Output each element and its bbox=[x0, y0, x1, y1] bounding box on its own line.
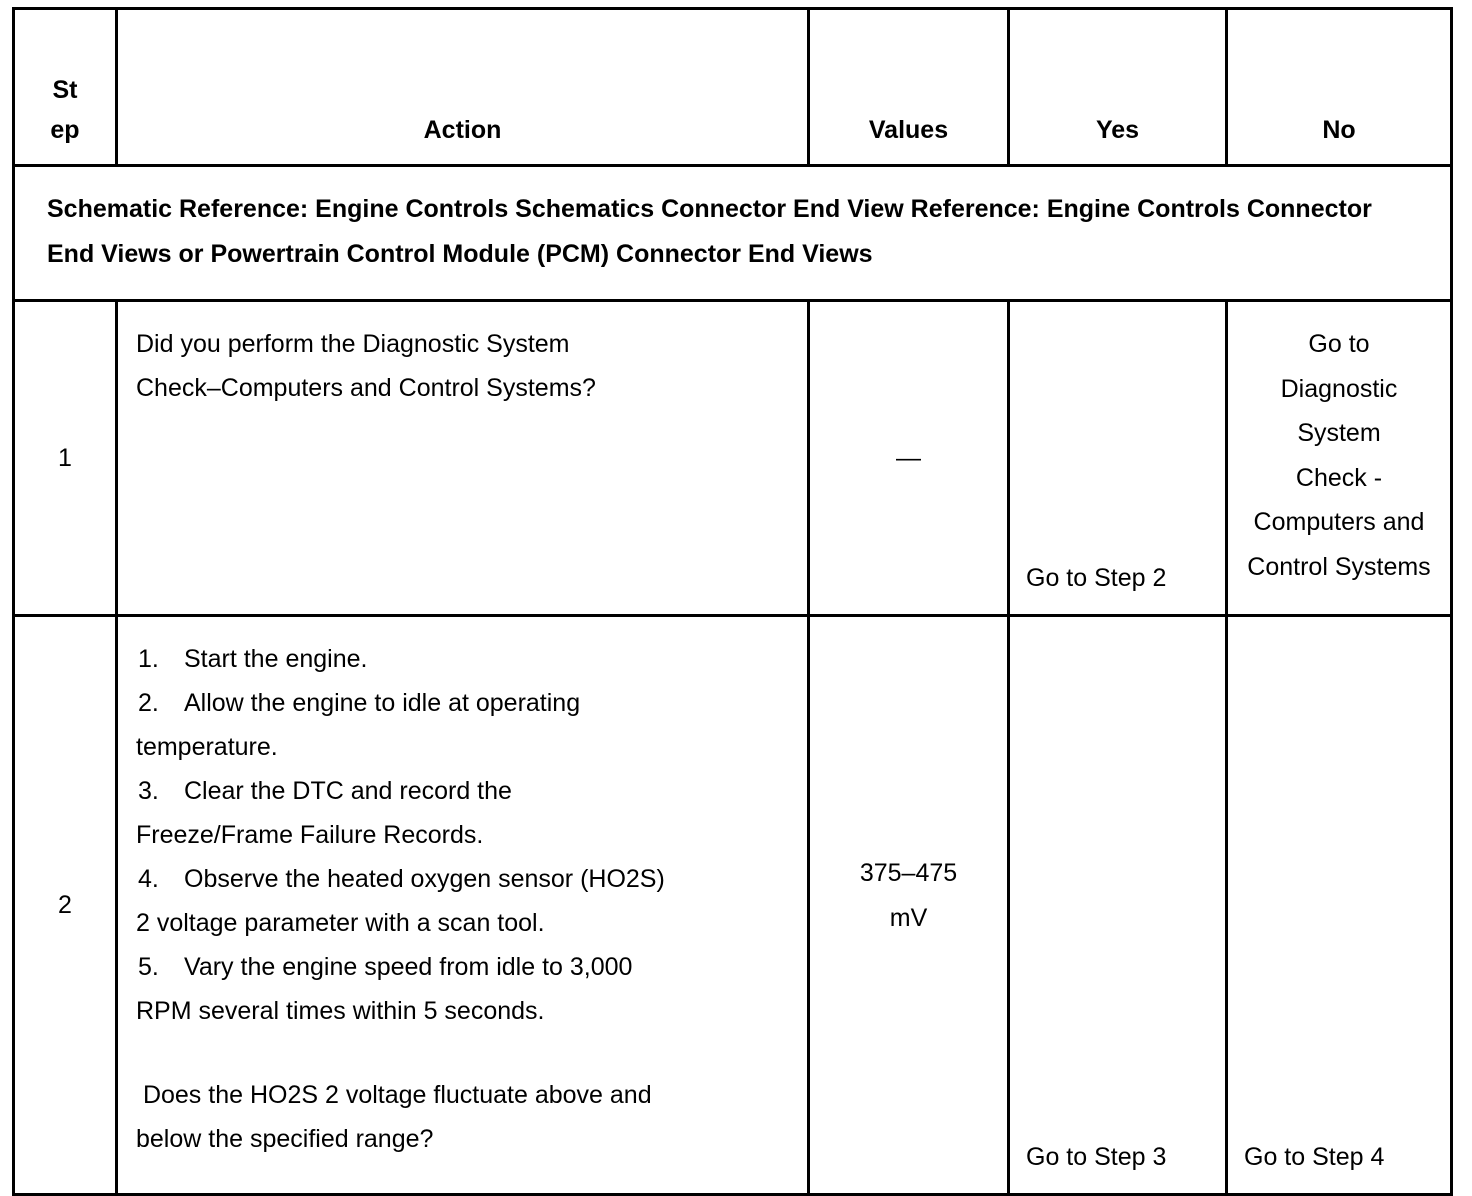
question-line: below the specified range? bbox=[136, 1125, 434, 1153]
header-step-line2: ep bbox=[50, 116, 80, 144]
action-line: Did you perform the Diagnostic System bbox=[136, 330, 570, 358]
list-item: 4. Observe the heated oxygen sensor (HO2S) bbox=[138, 865, 665, 893]
header-yes: Yes bbox=[1009, 9, 1227, 166]
value-line: mV bbox=[889, 904, 928, 932]
table-row-step-1 bbox=[14, 301, 1452, 616]
diagnostic-table bbox=[12, 7, 1453, 1196]
list-item: 1. Start the engine. bbox=[138, 645, 368, 673]
action-line: Check–Computers and Control Systems? bbox=[136, 374, 596, 402]
values-cell bbox=[809, 616, 1009, 1195]
no-line: System bbox=[1297, 419, 1381, 447]
step-number: 1 bbox=[14, 301, 117, 616]
list-item: 5. Vary the engine speed from idle to 3,000 bbox=[138, 953, 633, 981]
header-step bbox=[14, 9, 117, 166]
no-line: Computers and bbox=[1253, 508, 1425, 536]
values-cell: — bbox=[809, 301, 1009, 616]
list-item: 2. Allow the engine to idle at operating bbox=[138, 689, 581, 717]
no-cell bbox=[1227, 301, 1452, 616]
header-row bbox=[14, 9, 1452, 166]
question-line: Does the HO2S 2 voltage fluctuate above and bbox=[136, 1081, 652, 1109]
action-cell bbox=[117, 616, 809, 1195]
yes-cell bbox=[1009, 616, 1227, 1195]
header-action: Action bbox=[117, 9, 809, 166]
list-item-cont: RPM several times within 5 seconds. bbox=[136, 997, 545, 1025]
list-item: 3. Clear the DTC and record the bbox=[138, 777, 512, 805]
header-step-line1: St bbox=[52, 76, 78, 104]
yes-cell bbox=[1009, 301, 1227, 616]
header-no: No bbox=[1227, 9, 1452, 166]
no-goto-link[interactable] bbox=[1228, 302, 1450, 589]
schematic-reference: Schematic Reference: Engine Controls Schematics Connector End View Reference: Engine Controls Connector End Views or Powertrain Control Module (PCM) Connector End Views bbox=[14, 166, 1452, 301]
yes-goto-link[interactable]: Go to Step 2 bbox=[1026, 564, 1167, 592]
no-line: Diagnostic bbox=[1280, 374, 1398, 403]
step-number: 2 bbox=[14, 616, 117, 1195]
list-item-cont: temperature. bbox=[136, 733, 278, 761]
header-values: Values bbox=[809, 9, 1009, 166]
action-cell bbox=[117, 301, 809, 616]
no-line: Control Systems bbox=[1247, 552, 1431, 581]
list-item-cont: Freeze/Frame Failure Records. bbox=[136, 821, 484, 849]
no-line: Check - bbox=[1295, 463, 1383, 492]
table-row-step-2 bbox=[14, 616, 1452, 1195]
no-cell bbox=[1227, 616, 1452, 1195]
no-goto-link[interactable]: Go to Step 4 bbox=[1244, 1143, 1385, 1171]
reference-row bbox=[14, 166, 1452, 301]
yes-goto-link[interactable]: Go to Step 3 bbox=[1026, 1143, 1167, 1171]
no-line: Go to bbox=[1308, 330, 1370, 358]
value-line: 375–475 bbox=[859, 859, 958, 887]
list-item-cont: 2 voltage parameter with a scan tool. bbox=[136, 909, 545, 937]
